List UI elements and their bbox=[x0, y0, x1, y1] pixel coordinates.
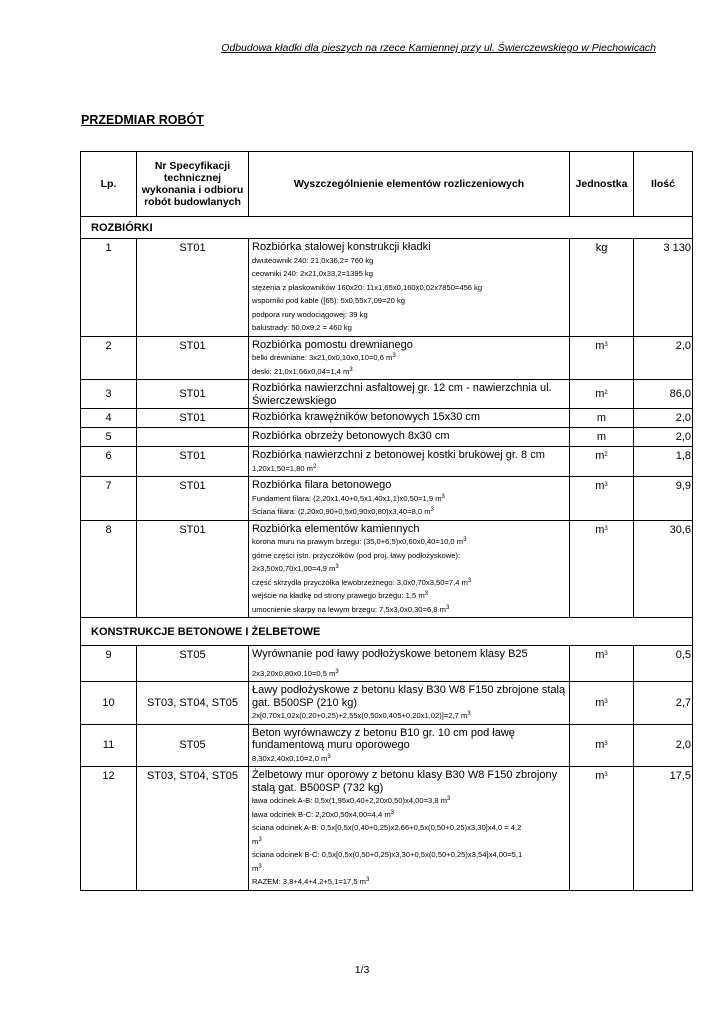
row-quantity: 3 130 bbox=[634, 239, 693, 337]
row-lp: 5 bbox=[81, 428, 137, 447]
row-quantity: 2,0 bbox=[634, 428, 693, 447]
section-row bbox=[81, 217, 693, 239]
column-header-quantity: Ilość bbox=[634, 152, 693, 217]
row-note: 2x3,20x0,80x0,10=0,5 $m^3$ bbox=[252, 668, 339, 678]
row-title: Wyrównanie pod ławy podłożyskowe betonem klasy B25 bbox=[252, 648, 528, 660]
row-note: część skrzydła przyczółka lewobrzeżnego: 3,0x0,70x3,50=7,4 $m^3$ bbox=[252, 577, 472, 587]
row-description bbox=[249, 477, 570, 521]
row-title: Rozbiórka elementów kamiennych bbox=[252, 522, 420, 535]
row-note: górne części istn. przyczółków (pod proj. ławy podłożyskowe): bbox=[252, 550, 461, 560]
row-spec: ST03, ST04, ST05 bbox=[137, 767, 249, 891]
row-title: Beton wyrównawczy z betonu B10 gr. 10 cm pod ławę fundamentową muru oporowego bbox=[252, 726, 515, 751]
row-quantity: 17,5 bbox=[634, 767, 693, 891]
row-description bbox=[249, 682, 570, 725]
row-lp: 8 bbox=[81, 520, 137, 618]
row-title: Rozbiórka filara betonowego bbox=[252, 479, 392, 491]
row-spec: ST01 bbox=[137, 380, 249, 409]
row-quantity: 0,5 bbox=[634, 646, 693, 682]
row-description bbox=[249, 428, 570, 447]
row-spec: ST05 bbox=[137, 724, 249, 767]
row-lp: 11 bbox=[81, 724, 137, 767]
row-unit: m bbox=[570, 409, 634, 428]
row-quantity: 1,8 bbox=[634, 447, 693, 477]
row-unit: $m^3$ bbox=[570, 682, 634, 725]
row-note: ściana odcinek A-B: 0,5x[0,5x(0,40+0,25)x2,66+0,5x(0,50+0,25)x3,30]x4,0 = 4,2 bbox=[252, 823, 522, 832]
row-spec: ST01 bbox=[137, 447, 249, 477]
column-header-description: Wyszczególnienie elementów rozliczeniowych bbox=[249, 152, 570, 217]
row-note: podpora rury wodociągowej: 39 kg bbox=[252, 309, 368, 319]
row-title: Ławy podłożyskowe z betonu klasy B30 W8 F150 zbrojone stalą gat. B500SP (210 kg) bbox=[252, 684, 566, 709]
bill-of-quantities-table bbox=[80, 151, 693, 891]
row-unit: $m^3$ bbox=[570, 724, 634, 767]
row-title: Rozbiórka obrzeży betonowych 8x30 cm bbox=[252, 430, 450, 442]
table-row bbox=[81, 646, 693, 682]
table-row bbox=[81, 336, 693, 380]
row-note: ława odcinek A-B: 0,5x(1,95x0,40+2,20x0,50)x4,00=3,8 $m^3$ bbox=[252, 796, 451, 805]
page-number: 1/3 bbox=[354, 964, 370, 976]
row-note: 8,30x2,40x0,10=2,0 $m^3$ bbox=[252, 753, 331, 763]
column-header-unit: Jednostka bbox=[570, 152, 634, 217]
table-row bbox=[81, 682, 693, 725]
row-note: deski: 21,0x1,66x0,04=1,4 $m^3$ bbox=[252, 366, 353, 376]
row-quantity: 2,0 bbox=[634, 409, 693, 428]
row-note: ława odcinek B-C: 2,20x0,50x4,00=4,4 $m^3$ bbox=[252, 809, 395, 819]
row-description bbox=[249, 520, 570, 618]
row-spec: ST01 bbox=[137, 520, 249, 618]
row-spec: ST01 bbox=[137, 336, 249, 380]
row-note: korona muru na prawym brzegu: (35,0+6,5)x0,60x0,40=10,0 $m^3$ bbox=[252, 537, 467, 546]
row-title: Rozbiórka krawężników betonowych 15x30 cm bbox=[252, 411, 481, 423]
row-title: Żelbetowy mur oporowy z betonu klasy B30 W8 F150 zbrojony stalą gat. B500SP (732 kg) bbox=[252, 769, 558, 794]
table-row bbox=[81, 447, 693, 477]
column-header-lp: Lp. bbox=[81, 152, 137, 217]
row-spec: ST01 bbox=[137, 239, 249, 337]
table-header-row bbox=[81, 152, 693, 217]
row-note: Ściana filara: (2,20x0,90+0,5x0,90x0,80)x3,40=8,0 $m^3$ bbox=[252, 507, 434, 516]
row-title: Rozbiórka nawierzchni z betonowej kostki brukowej gr. 8 cm bbox=[252, 449, 545, 461]
row-lp: 2 bbox=[81, 336, 137, 380]
row-note: 2x3,50x0,70x1,00=4,9 $m^3$ bbox=[252, 564, 339, 573]
row-description bbox=[249, 380, 570, 409]
row-description bbox=[249, 239, 570, 337]
row-note: belki drewniane: 3x21,0x0,10x0,10=0,6 $m^3$ bbox=[252, 353, 396, 362]
row-unit: kg bbox=[570, 239, 634, 337]
row-lp: 4 bbox=[81, 409, 137, 428]
row-quantity: 2,7 bbox=[634, 682, 693, 725]
row-unit: $m^2$ bbox=[570, 447, 634, 477]
row-lp: 10 bbox=[81, 682, 137, 725]
row-quantity: 2,0 bbox=[634, 336, 693, 380]
row-note: RAZEM: 3,8+4,4+4,2+5,1=17,5 $m^3$ bbox=[252, 877, 370, 886]
table-row bbox=[81, 409, 693, 428]
row-unit: $m^3$ bbox=[570, 646, 634, 682]
row-note: Fundament filara: (2,20x1,40+0,5x1,40x1,1)x0,50=1,9 $m^3$ bbox=[252, 493, 445, 503]
row-note: 1,20x1,50=1,80 $m^2$ bbox=[252, 463, 317, 473]
row-title: Rozbiórka stalowej konstrukcji kładki bbox=[252, 241, 431, 253]
row-lp: 1 bbox=[81, 239, 137, 337]
row-lp: 6 bbox=[81, 447, 137, 477]
row-note: 2x[0,70x1,02x(0,20+0,25)+2,55x(0,50x0,405+0,20x1,02)]=2,7 $m^3$ bbox=[252, 711, 471, 720]
document-title: PRZEDMIAR ROBÓT bbox=[81, 113, 204, 127]
row-note: wsporniki pod kable ([65): 5x0,55x7,09=20 kg bbox=[252, 296, 406, 305]
row-description bbox=[249, 336, 570, 380]
row-unit: m bbox=[570, 428, 634, 447]
table-row bbox=[81, 724, 693, 767]
row-lp: 12 bbox=[81, 767, 137, 891]
row-unit: $m^3$ bbox=[570, 336, 634, 380]
row-note: umocnienie skarpy na lewym brzegu: 7,5x3,0x0,30=6,8 $m^3$ bbox=[252, 604, 450, 614]
table-row bbox=[81, 239, 693, 337]
row-quantity: 2,0 bbox=[634, 724, 693, 767]
row-unit: $m^3$ bbox=[570, 767, 634, 891]
section-title-concrete: KONSTRUKCJE BETONOWE I ŻELBETOWE bbox=[81, 618, 693, 646]
row-unit: $m^2$ bbox=[570, 380, 634, 409]
row-spec: ST01 bbox=[137, 477, 249, 521]
row-lp: 7 bbox=[81, 477, 137, 521]
row-description bbox=[249, 767, 570, 891]
section-row bbox=[81, 618, 693, 646]
row-title: Rozbiórka nawierzchni asfaltowej gr. 12 cm - nawierzchnia ul. Świerczewskiego bbox=[252, 382, 552, 407]
row-spec: ST03, ST04, ST05 bbox=[137, 682, 249, 725]
running-header: Odbudowa kładki dla pieszych na rzece Kamiennej przy ul. Świerczewskiego w Piechowicach bbox=[221, 42, 656, 54]
row-unit: $m^3$ bbox=[570, 520, 634, 618]
row-lp: 3 bbox=[81, 380, 137, 409]
row-description bbox=[249, 724, 570, 767]
section-title-demolition: ROZBIÓRKI bbox=[81, 217, 693, 239]
column-header-spec: Nr Specyfikacji technicznej wykonania i odbioru robót budowlanych bbox=[137, 152, 249, 217]
table-row bbox=[81, 428, 693, 447]
row-quantity: 30,6 bbox=[634, 520, 693, 618]
table-row bbox=[81, 477, 693, 521]
row-spec bbox=[137, 428, 249, 447]
row-note: ceowniki 240: 2x21,0x33,2=1395 kg bbox=[252, 269, 373, 278]
row-description bbox=[249, 447, 570, 477]
row-note: stężenia z płaskowników 160x20: 11x1,65x0,160x0,02x7850=456 kg bbox=[252, 282, 483, 292]
row-spec: ST01 bbox=[137, 409, 249, 428]
table-row bbox=[81, 767, 693, 891]
row-note: wejście na kładkę od strony prawego brzegu: 1,5 $m^3$ bbox=[252, 591, 428, 600]
table-row bbox=[81, 520, 693, 618]
table-row bbox=[81, 380, 693, 409]
row-quantity: 86,0 bbox=[634, 380, 693, 409]
row-description bbox=[249, 409, 570, 428]
row-unit: $m^3$ bbox=[570, 477, 634, 521]
row-title: Rozbiórka pomostu drewnianego bbox=[252, 338, 413, 351]
row-description bbox=[249, 646, 570, 682]
row-quantity: 9,9 bbox=[634, 477, 693, 521]
row-note: $m^3$ bbox=[252, 863, 262, 873]
row-lp: 9 bbox=[81, 646, 137, 682]
row-note: balustrady: 50,0x9,2 = 460 kg bbox=[252, 323, 352, 332]
row-note: ściana odcinek B-C: 0,5x[0,5x(0,50+0,25)x3,30+0,5x(0,50+0,25)x3,54]x4,00=5,1 bbox=[252, 850, 523, 859]
row-note: $m^3$ bbox=[252, 836, 262, 846]
row-spec: ST05 bbox=[137, 646, 249, 682]
row-note: dwuteownik 240: 21,0x36,2= 760 kg bbox=[252, 255, 374, 265]
